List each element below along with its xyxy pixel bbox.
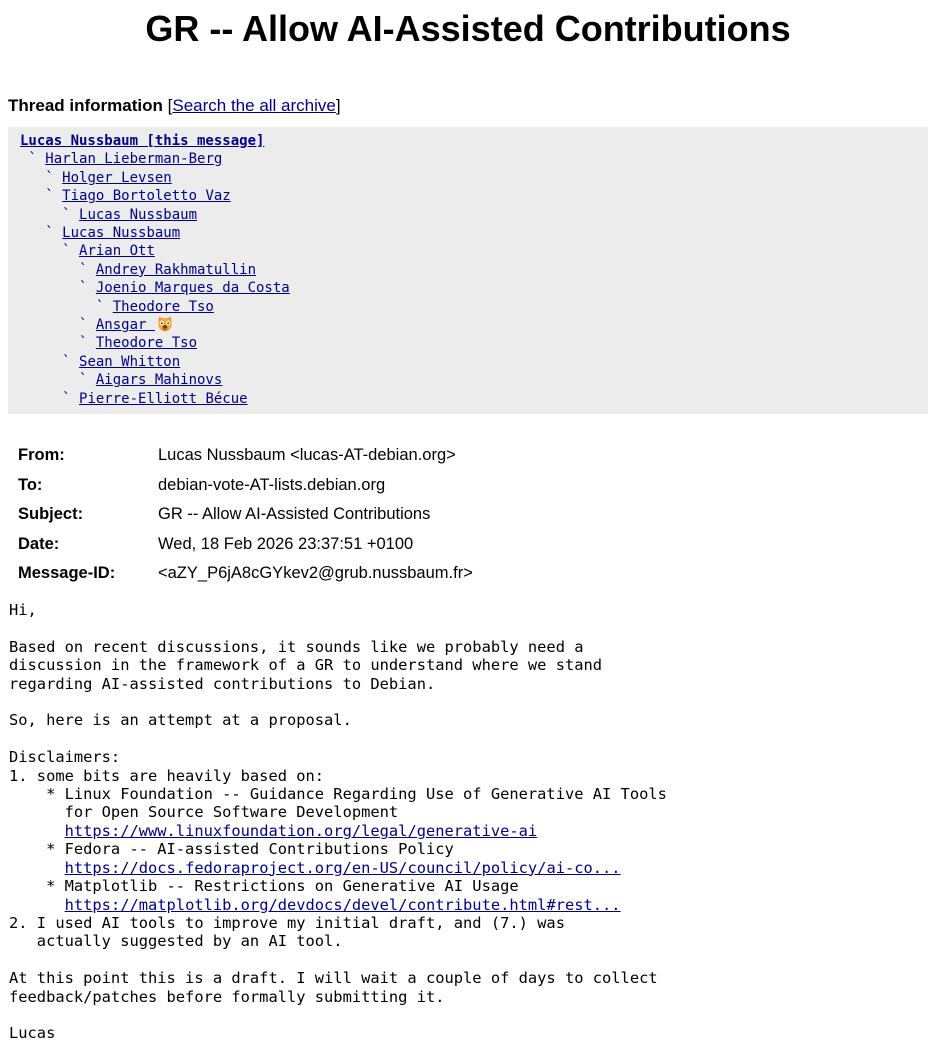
thread-indent: ` — [20, 353, 80, 370]
thread-message-link[interactable]: Aigars Mahinovs — [95, 372, 223, 389]
thread-item — [20, 169, 928, 187]
header-value: Wed, 18 Feb 2026 23:37:51 +0100 — [158, 534, 414, 553]
body-indent — [9, 859, 65, 877]
body-line: * Linux Foundation -- Guidance Regarding Use of Generative AI Tools — [9, 785, 667, 804]
header-label: Message-ID: — [18, 564, 116, 583]
thread-tree — [8, 127, 928, 414]
thread-author-name: Ansgar — [95, 317, 155, 334]
header-value: GR -- Allow AI-Assisted Contributions — [158, 505, 431, 524]
weary-cat-face-emoji — [157, 316, 173, 332]
thread-message-link[interactable]: Theodore Tso — [112, 298, 214, 315]
bracket-close: ] — [335, 96, 341, 115]
header-row — [18, 500, 473, 530]
body-link-matplotlib[interactable]: https://matplotlib.org/devdocs/devel/contribute.html#rest... — [64, 895, 621, 914]
search-archive-link[interactable]: Search the all archive — [172, 96, 336, 115]
thread-indent: ` — [20, 225, 63, 242]
thread-message-link[interactable]: Joenio Marques da Costa — [95, 280, 290, 297]
body-line: 1. some bits are heavily based on: — [9, 766, 325, 785]
header-label: Subject: — [18, 505, 84, 524]
thread-item — [20, 132, 928, 150]
thread-indent: ` — [20, 335, 96, 352]
thread-indent: ` — [20, 298, 113, 315]
thread-message-link[interactable]: Harlan Lieberman-Berg — [45, 151, 223, 168]
body-line — [9, 693, 928, 711]
body-line: Hi, — [9, 601, 37, 620]
thread-item — [20, 390, 928, 408]
thread-indent: ` — [20, 317, 96, 334]
thread-info-bar — [8, 96, 928, 116]
message-headers — [18, 441, 473, 589]
header-value: debian-vote-AT-lists.debian.org — [158, 475, 386, 494]
thread-item — [20, 206, 928, 224]
thread-indent: ` — [20, 151, 46, 168]
thread-message-link[interactable]: Pierre-Elliott Bécue — [79, 390, 248, 407]
body-line — [9, 1006, 928, 1024]
current-message-link[interactable]: Lucas Nussbaum [this message] — [20, 133, 265, 149]
message-body — [9, 601, 928, 1043]
body-line: Disclaimers: — [9, 748, 121, 767]
body-line: regarding AI-assisted contributions to Debian. — [9, 674, 436, 693]
thread-indent: ` — [20, 169, 63, 186]
body-line: So, here is an attempt at a proposal. — [9, 711, 352, 730]
body-indent — [9, 822, 65, 840]
body-line: for Open Source Software Development — [9, 803, 399, 822]
body-line: discussion in the framework of a GR to understand where we stand — [9, 656, 603, 675]
body-line — [9, 619, 928, 637]
body-line: At this point this is a draft. I will wait a couple of days to collect — [9, 969, 658, 988]
thread-item — [20, 224, 928, 242]
body-line: 2. I used AI tools to improve my initial draft, and (7.) was — [9, 913, 565, 932]
thread-message-link[interactable]: Andrey Rakhmatullin — [95, 261, 257, 278]
bracket-open: [ — [167, 96, 173, 115]
thread-info-heading: Thread information — [8, 96, 163, 115]
thread-message-link[interactable] — [96, 317, 173, 333]
header-row — [18, 559, 473, 589]
header-label: To: — [18, 475, 43, 494]
body-line: Lucas — [9, 1024, 56, 1043]
body-link-fedora[interactable]: https://docs.fedoraproject.org/en-US/council/policy/ai-co... — [64, 858, 621, 877]
body-line — [9, 859, 928, 877]
thread-indent: ` — [20, 372, 96, 389]
thread-message-link[interactable]: Arian Ott — [79, 243, 155, 260]
thread-item — [20, 298, 928, 316]
header-value: Lucas Nussbaum <lucas-AT-debian.org> — [158, 446, 456, 465]
thread-indent: ` — [20, 188, 63, 205]
page-title: GR -- Allow AI-Assisted Contributions — [145, 8, 791, 49]
header-row — [18, 471, 473, 501]
header-row — [18, 530, 473, 560]
thread-item — [20, 316, 928, 334]
thread-message-link[interactable]: Tiago Bortoletto Vaz — [62, 188, 231, 205]
thread-item — [20, 371, 928, 389]
body-line — [9, 896, 928, 914]
thread-item — [20, 150, 928, 168]
body-link-linuxfoundation[interactable]: https://www.linuxfoundation.org/legal/generative-ai — [64, 821, 538, 840]
body-line — [9, 822, 928, 840]
thread-message-link[interactable]: Theodore Tso — [95, 335, 198, 352]
thread-item — [20, 242, 928, 260]
header-row — [18, 441, 473, 471]
body-line: Based on recent discussions, it sounds like we probably need a — [9, 637, 584, 656]
thread-indent: ` — [20, 280, 96, 297]
body-line: * Fedora -- AI-assisted Contributions Policy — [9, 840, 454, 859]
thread-item — [20, 279, 928, 297]
thread-message-link[interactable]: Lucas Nussbaum — [62, 225, 181, 242]
body-line — [9, 730, 928, 748]
header-label: Date: — [18, 534, 60, 553]
body-line: * Matplotlib -- Restrictions on Generative AI Usage — [9, 877, 519, 896]
thread-item — [20, 334, 928, 352]
thread-message-link[interactable]: Sean Whitton — [79, 353, 181, 370]
body-indent — [9, 896, 65, 914]
thread-indent: ` — [20, 243, 80, 260]
body-line: actually suggested by an AI tool. — [9, 932, 343, 951]
thread-item — [20, 353, 928, 371]
body-line: feedback/patches before formally submitting it. — [9, 987, 445, 1006]
thread-message-link[interactable]: Holger Levsen — [62, 169, 172, 186]
body-line — [9, 951, 928, 969]
thread-indent: ` — [20, 261, 96, 278]
thread-indent: ` — [20, 206, 80, 223]
thread-item — [20, 187, 928, 205]
header-label: From: — [18, 446, 65, 465]
thread-item — [20, 261, 928, 279]
thread-message-link[interactable]: Lucas Nussbaum — [79, 206, 198, 223]
header-value: <aZY_P6jA8cGYkev2@grub.nussbaum.fr> — [158, 564, 473, 583]
thread-indent: ` — [20, 390, 80, 407]
